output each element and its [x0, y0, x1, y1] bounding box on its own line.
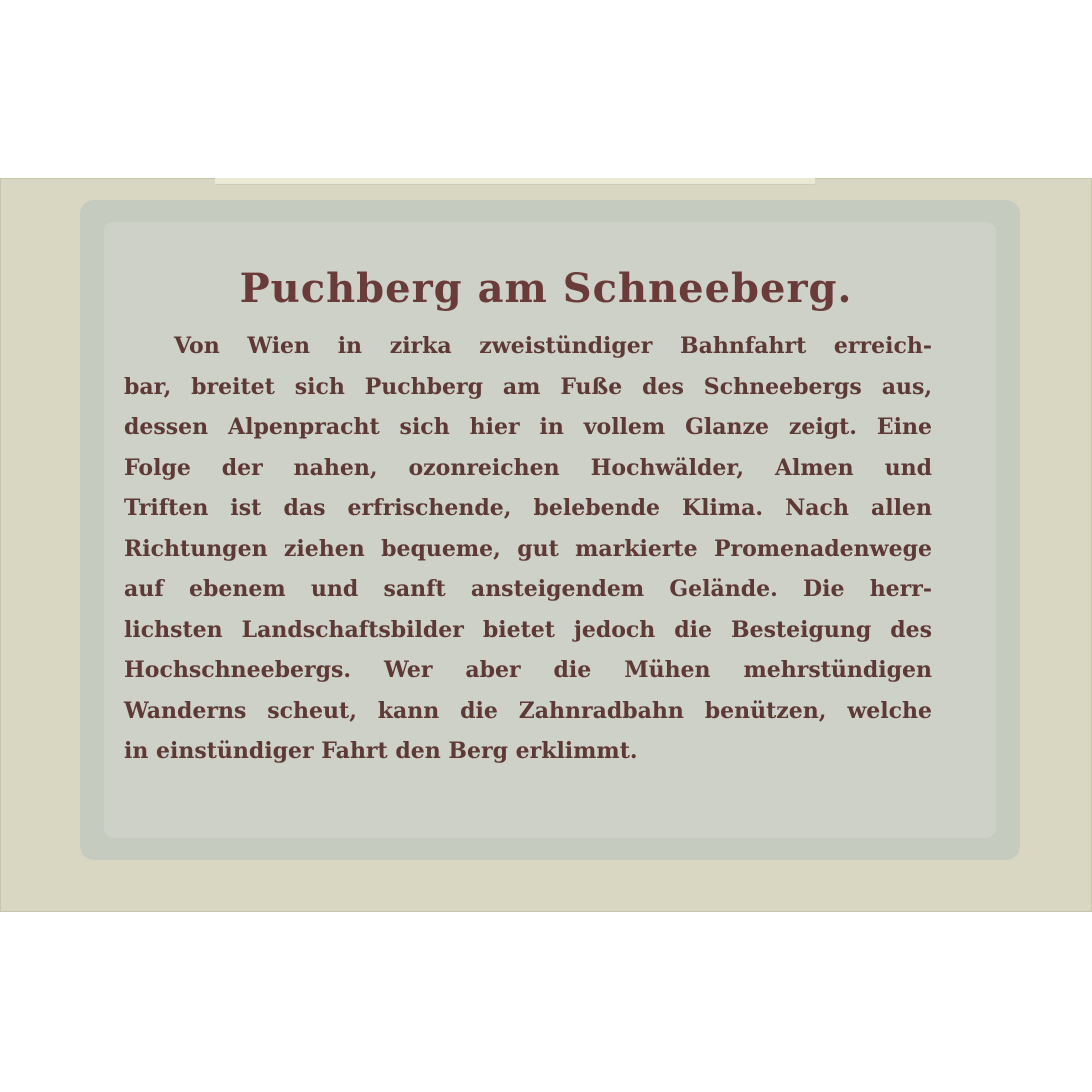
- banknote: [0, 178, 1092, 912]
- text-line: Von Wien in zirka zweistündiger Bahnfahrt erreich-: [174, 333, 932, 359]
- text-line: in einstündiger Fahrt den Berg erklimmt.: [124, 738, 638, 764]
- text-line: bar, breitet sich Puchberg am Fuße des Schneebergs aus,: [124, 373, 932, 400]
- paper-edge-strip: [215, 178, 815, 185]
- text-line: Wanderns scheut, kann die Zahnradbahn benützen, welche: [124, 697, 932, 724]
- text-line: Hochschneebergs. Wer aber die Mühen mehrstündigen: [124, 657, 932, 683]
- text-line: auf ebenem und sanft ansteigendem Gelände. Die herr-: [124, 576, 932, 602]
- text-line: Folge der nahen, ozonreichen Hochwälder, Almen und: [124, 454, 932, 481]
- text-line: Triften ist das erfrischende, belebende Klima. Nach allen: [124, 495, 932, 521]
- text-line: Richtungen ziehen bequeme, gut markierte Promenadenwege: [124, 535, 932, 562]
- body-paragraph: [124, 326, 932, 772]
- text-line: dessen Alpenpracht sich hier in vollem Glanze zeigt. Eine: [124, 414, 932, 440]
- document-title: Puchberg am Schneeberg.: [239, 265, 853, 312]
- text-line: lichsten Landschaftsbilder bietet jedoch die Besteigung des: [124, 616, 932, 643]
